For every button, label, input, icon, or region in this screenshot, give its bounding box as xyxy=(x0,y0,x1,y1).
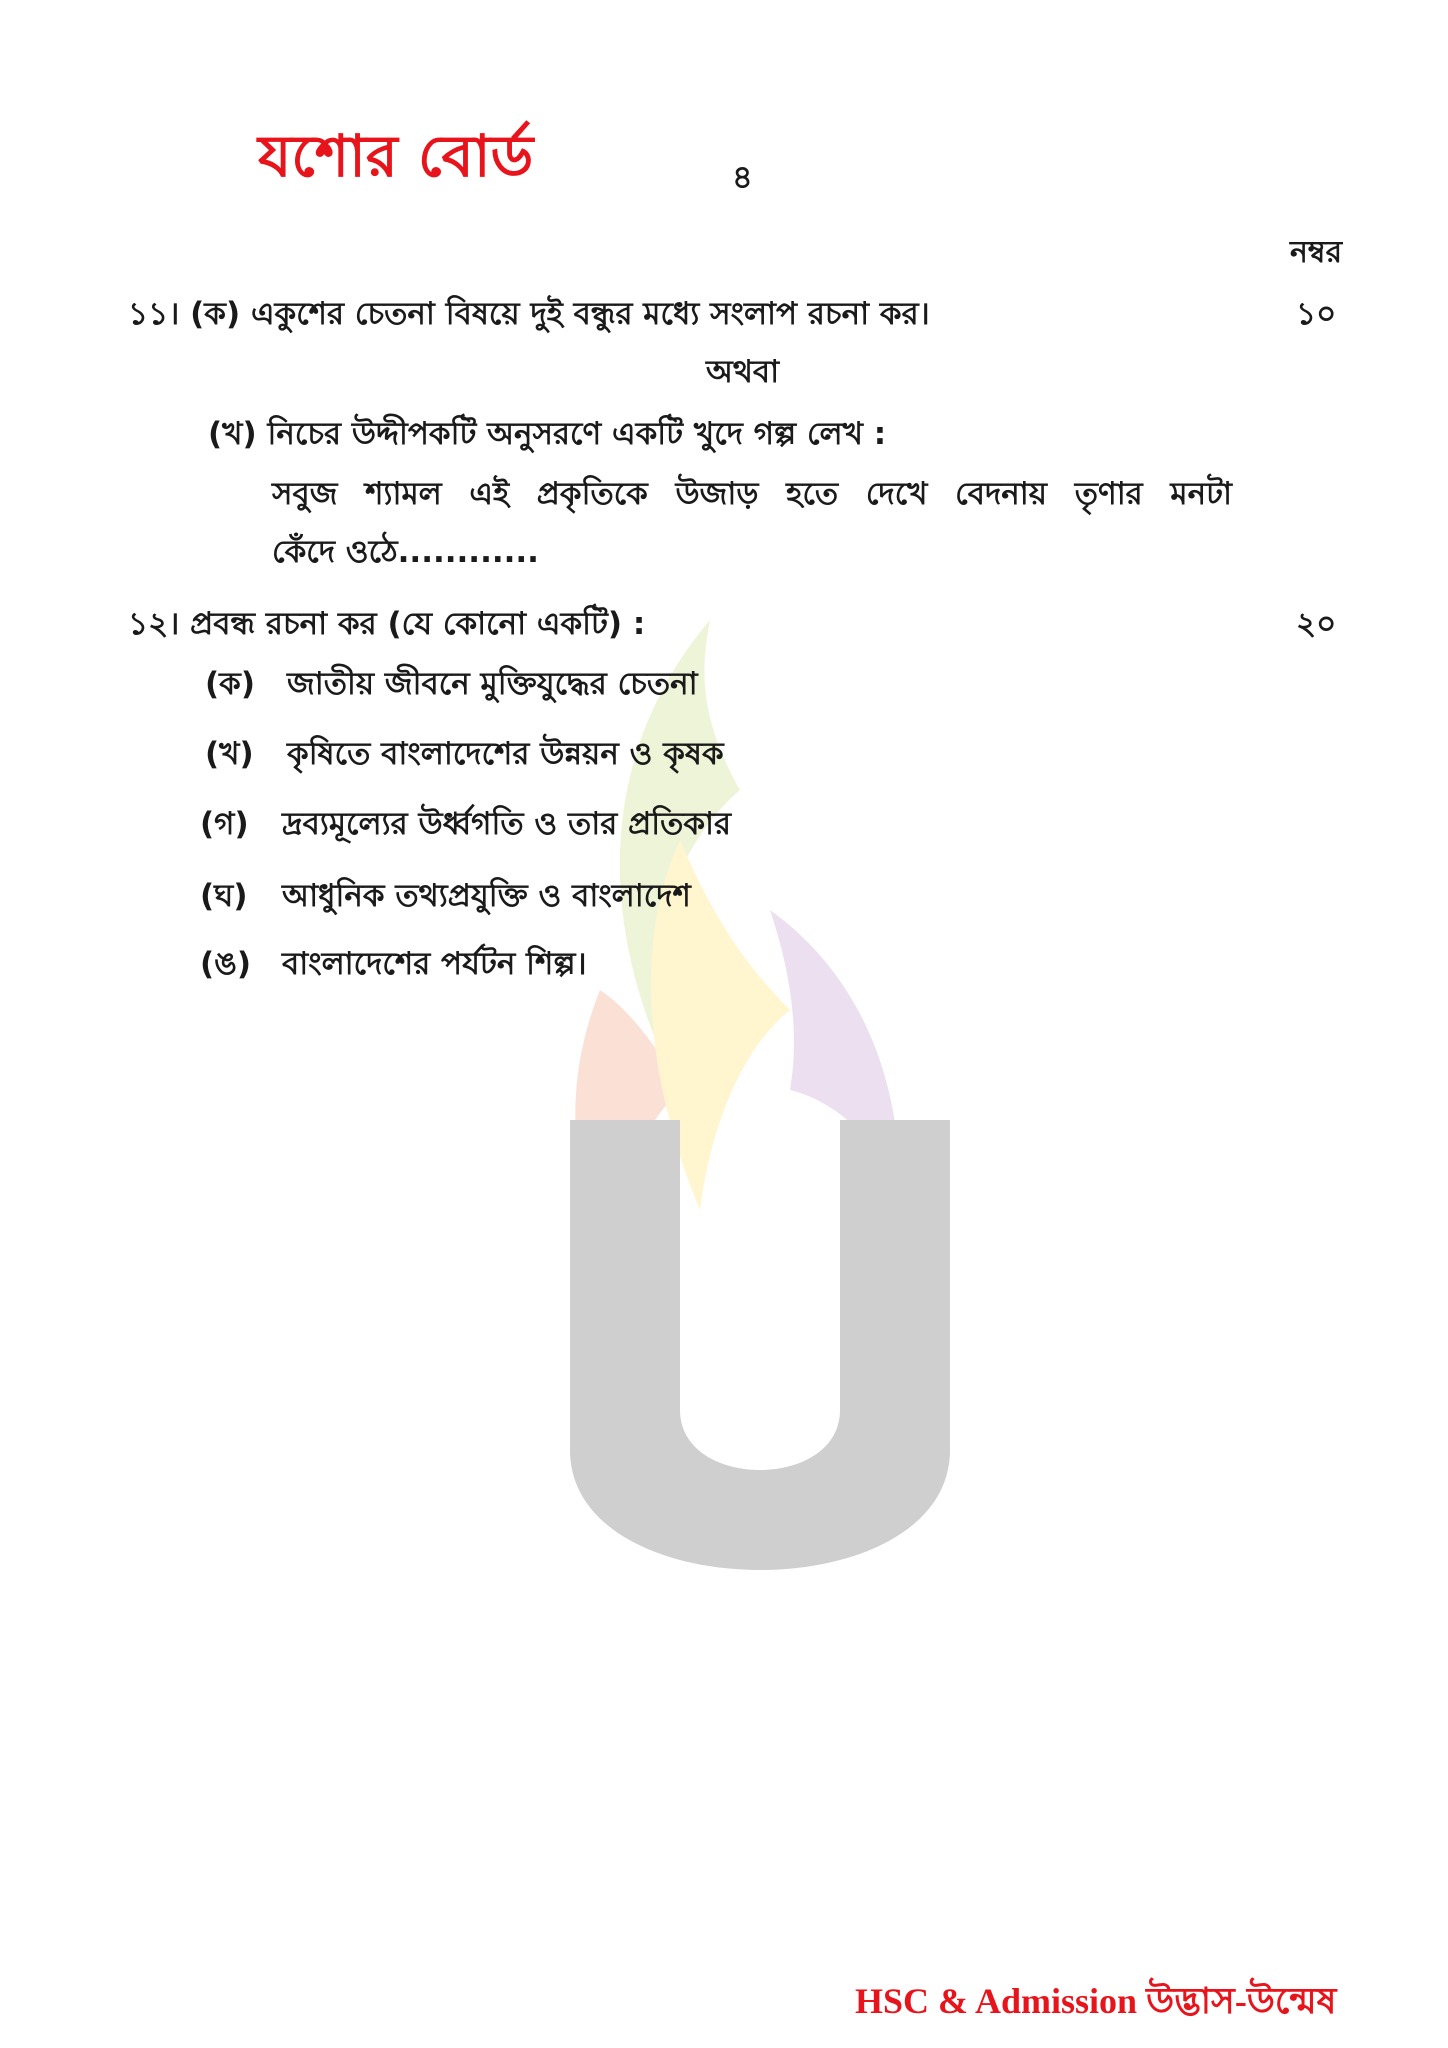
question-number: ১২। xyxy=(128,606,180,642)
option-label: (ঙ) xyxy=(200,946,252,982)
watermark-logo xyxy=(540,490,980,1590)
essay-option xyxy=(205,660,698,712)
page-number: ৪ xyxy=(732,158,753,196)
option-label: (খ) xyxy=(205,736,254,772)
essay-option xyxy=(200,872,691,924)
question-11-b xyxy=(208,410,886,462)
marks-column-header: নম্বর xyxy=(1290,235,1343,270)
board-title: যশোর বোর্ড xyxy=(258,122,534,190)
question-number: ১১। xyxy=(128,296,180,332)
question-11-a xyxy=(128,290,930,342)
essay-option xyxy=(200,800,731,852)
option-label: (ক) xyxy=(190,296,241,332)
or-divider: অথবা xyxy=(706,354,780,390)
stimulus-line-1: সবুজ শ্যামল এই প্রকৃতিকে উজাড় হতে দেখে বেদনায় তৃণার মনটা xyxy=(272,476,1232,512)
option-label: (গ) xyxy=(200,806,249,842)
option-label: (ঘ) xyxy=(200,878,248,914)
question-11-marks: ১০ xyxy=(1296,296,1337,332)
option-text: আধুনিক তথ্যপ্রযুক্তি ও বাংলাদেশ xyxy=(282,878,691,914)
option-label: (খ) xyxy=(208,416,257,452)
essay-option xyxy=(200,940,587,992)
essay-option xyxy=(205,730,724,782)
question-12-marks: ২০ xyxy=(1296,606,1337,642)
option-text: দ্রব্যমূল্যের উর্ধ্বগতি ও তার প্রতিকার xyxy=(282,806,732,842)
footer-brand: HSC & Admission উদ্ভাস-উন্মেষ xyxy=(855,1981,1337,2021)
option-text: কৃষিতে বাংলাদেশের উন্নয়ন ও কৃষক xyxy=(287,736,724,772)
question-12 xyxy=(128,600,645,652)
option-text: বাংলাদেশের পর্যটন শিল্প। xyxy=(282,946,587,982)
option-label: (ক) xyxy=(205,666,256,702)
question-text: নিচের উদ্দীপকটি অনুসরণে একটি খুদে গল্প লেখ : xyxy=(267,416,887,452)
question-text: একুশের চেতনা বিষয়ে দুই বন্ধুর মধ্যে সংলাপ রচনা কর। xyxy=(250,296,930,332)
option-text: জাতীয় জীবনে মুক্তিযুদ্ধের চেতনা xyxy=(287,666,698,702)
question-text: প্রবন্ধ রচনা কর (যে কোনো একটি) : xyxy=(190,606,646,642)
stimulus-line-2: কেঁদে ওঠে............ xyxy=(272,534,539,570)
